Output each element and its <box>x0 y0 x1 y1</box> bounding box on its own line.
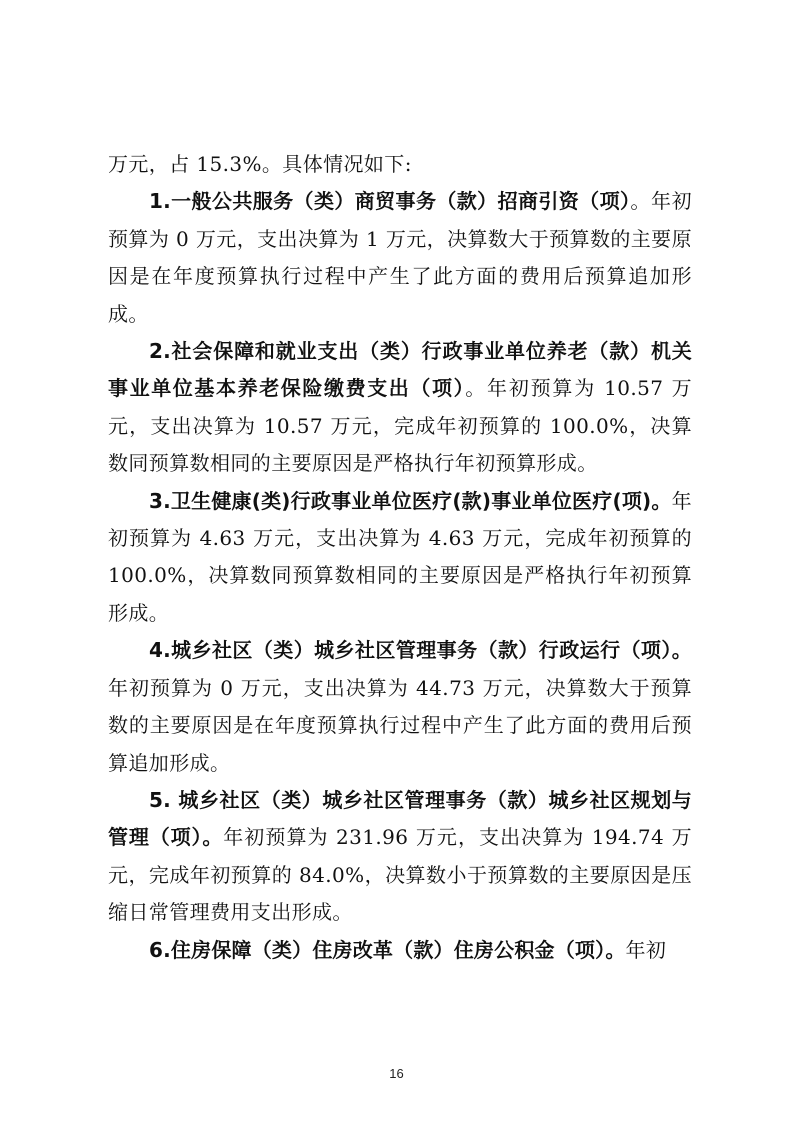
budget-item-6 <box>108 932 692 969</box>
item-body: 年初预算为 0 万元，支出决算为 44.73 万元，决算数大于预算数的主要原因是在年度预算执行过程中产生了此方面的费用后预算追加形成。 <box>108 675 692 775</box>
document-body <box>108 146 692 969</box>
item-heading: 3.卫生健康(类)行政事业单位医疗(款)事业单位医疗(项)。 <box>149 488 672 513</box>
budget-item-1 <box>108 183 692 333</box>
item-heading: 6.住房保障（类）住房改革（款）住房公积金（项）。 <box>149 937 626 962</box>
item-heading: 4.城乡社区（类）城乡社区管理事务（款）行政运行（项）。 <box>149 638 692 663</box>
item-body: 。年初预算为 0 万元，支出决算为 1 万元，决算数大于预算数的主要原因是在年度预算执行过程中产生了此方面的费用后预算追加形成。 <box>108 189 692 326</box>
item-heading: 1.一般公共服务（类）商贸事务（款）招商引资（项） <box>149 189 631 214</box>
budget-item-5 <box>108 782 692 932</box>
budget-item-4 <box>108 632 692 782</box>
item-heading: 2.社会保障和就业支出（类）行政事业单位养老（款）机关事业单位基本养老保险缴费支出（项） <box>108 339 692 401</box>
item-body: 年初预算为 4.63 万元，支出决算为 4.63 万元，完成年初预算的 100.0%，决算数同预算数相同的主要原因是严格执行年初预算形成。 <box>108 488 692 625</box>
page-number: 16 <box>389 1066 404 1081</box>
item-body: 年初预算为 231.96 万元，支出决算为 194.74 万元，完成年初预算的 84.0%，决算数小于预算数的主要原因是压缩日常管理费用支出形成。 <box>108 825 693 925</box>
intro-paragraph: 万元，占 15.3%。具体情况如下: <box>108 152 412 176</box>
item-body: 。年初预算为 10.57 万元，支出决算为 10.57 万元，完成年初预算的 100.0%，决算数同预算数相同的主要原因是严格执行年初预算形成。 <box>108 376 692 476</box>
budget-item-3 <box>108 483 692 633</box>
item-body: 年初 <box>625 937 667 962</box>
item-heading: 5. 城乡社区（类）城乡社区管理事务（款）城乡社区规划与管理（项）。 <box>108 787 692 850</box>
budget-item-2 <box>108 333 692 483</box>
